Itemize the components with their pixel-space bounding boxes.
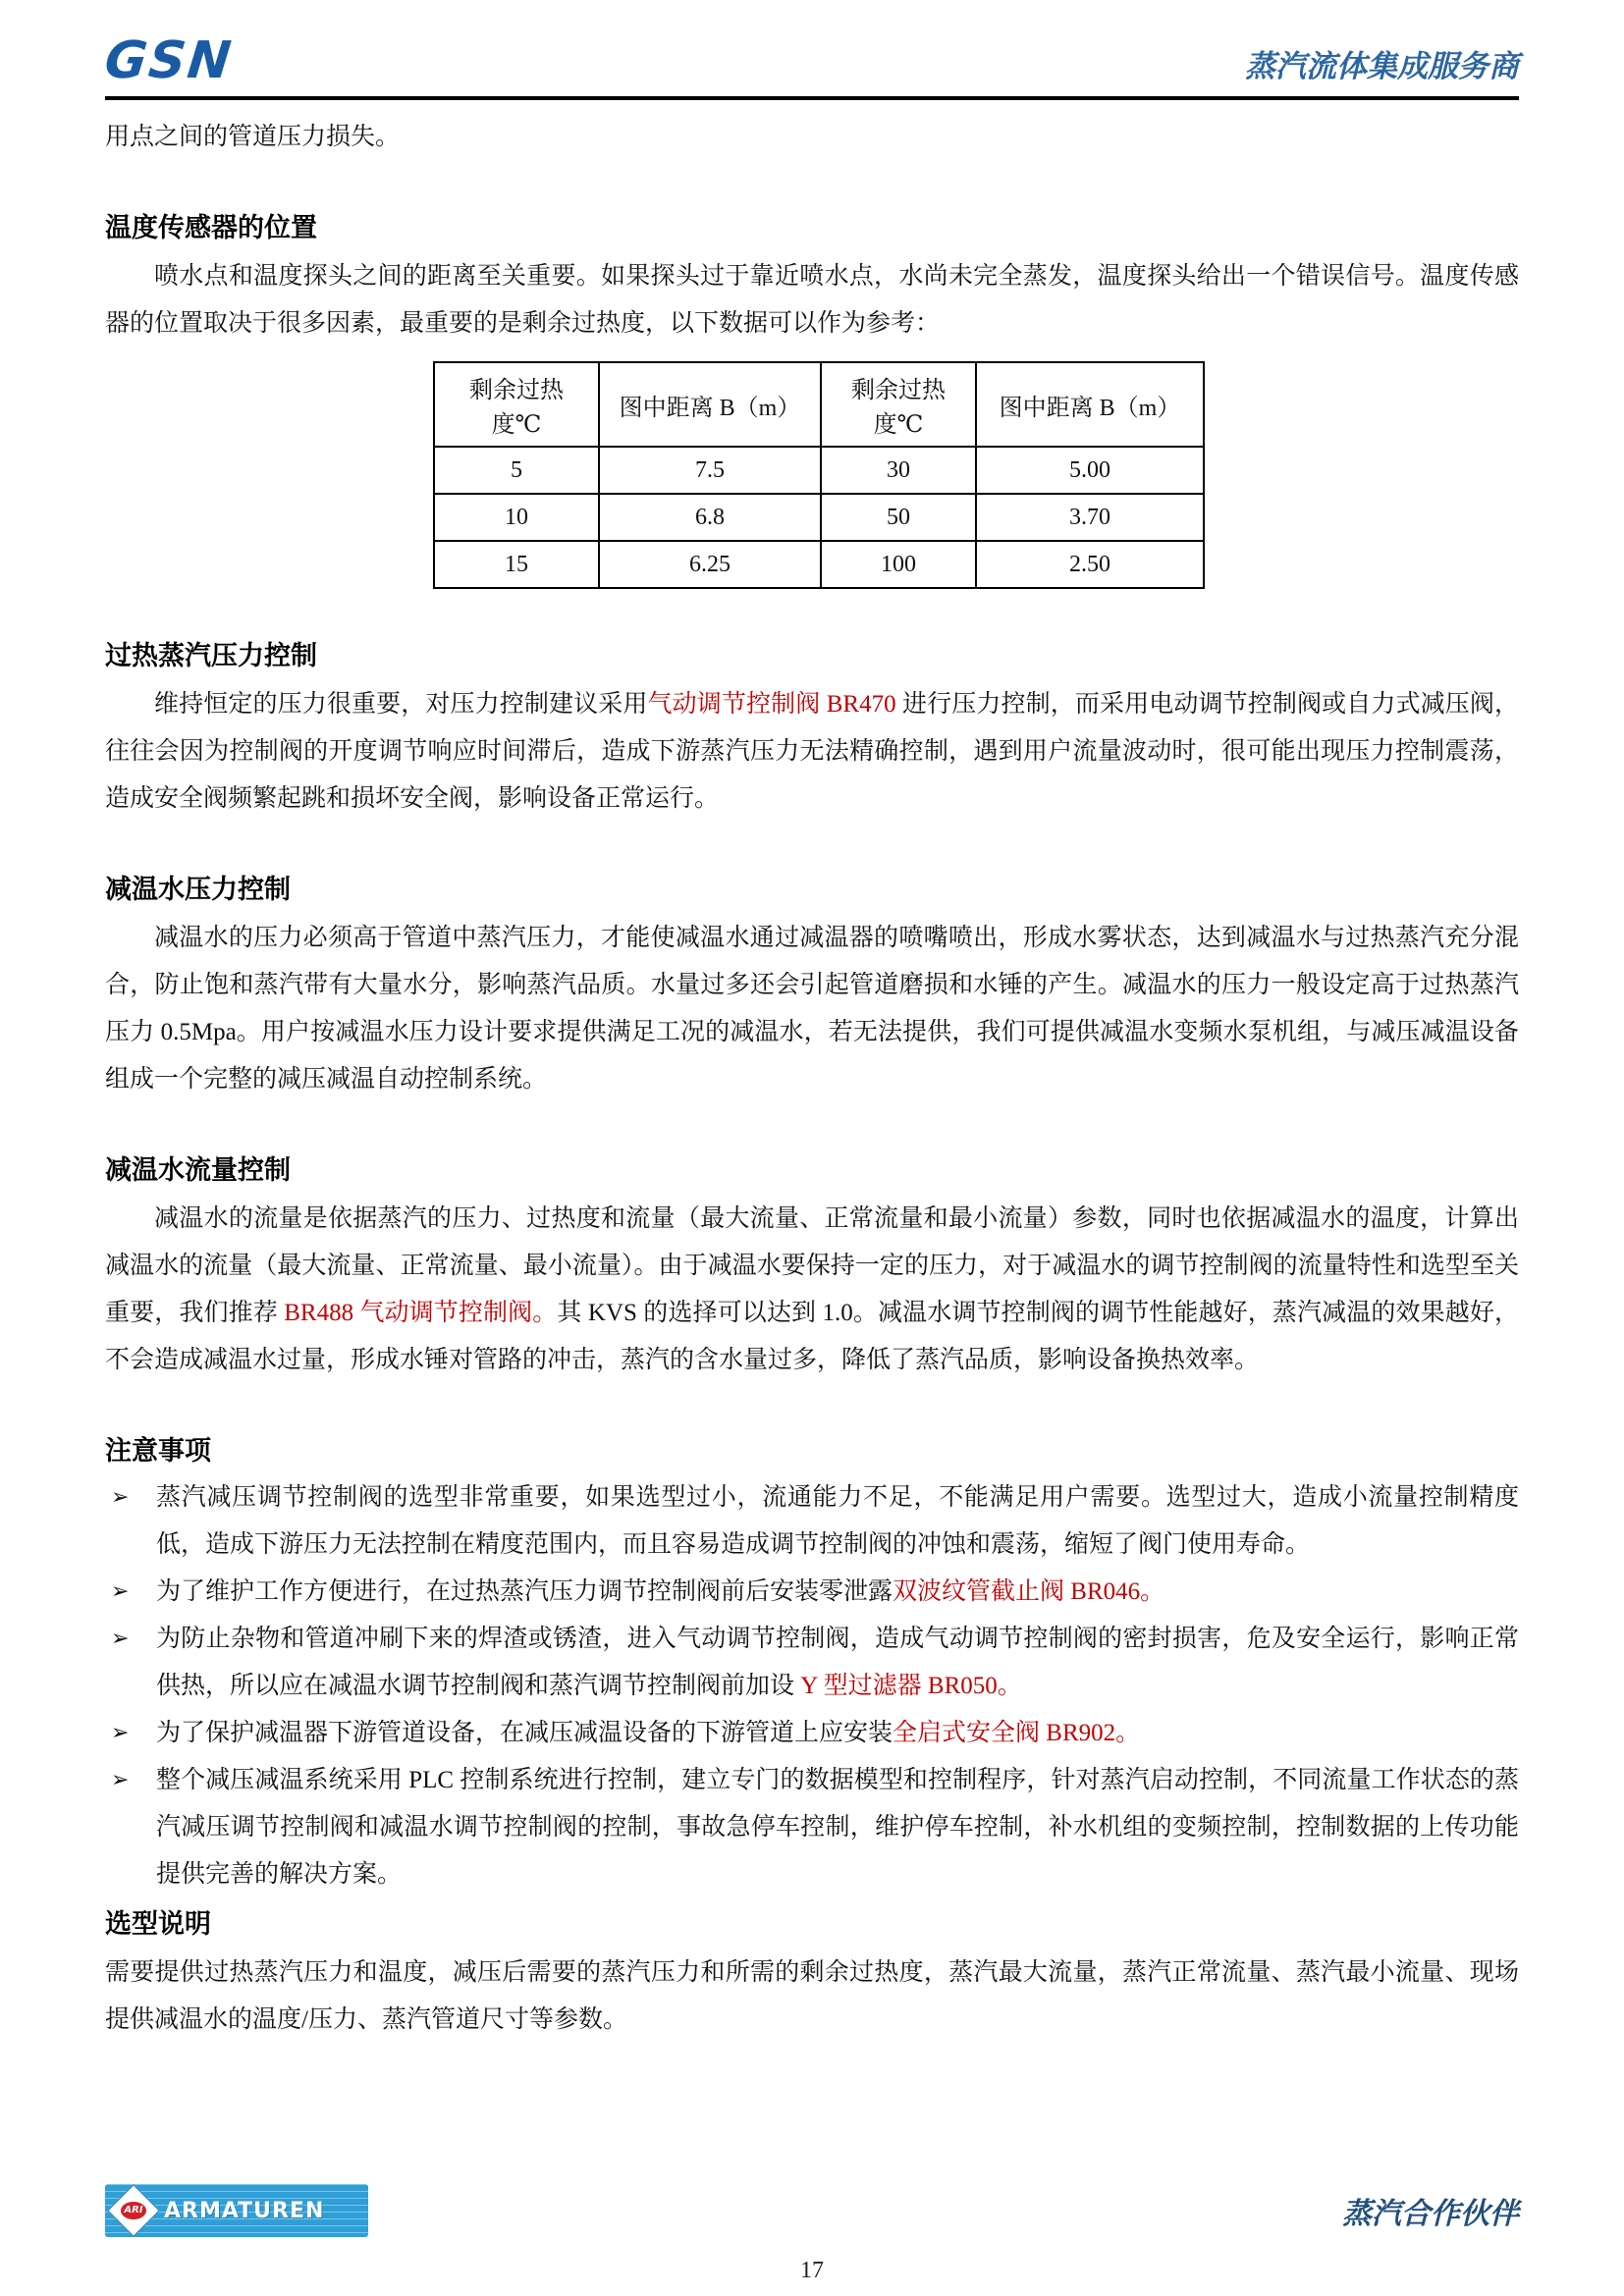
header-divider <box>105 96 1519 100</box>
ari-mark-text: ARI <box>124 2205 143 2216</box>
footer-partner-text: 蒸汽合作伙伴 <box>1342 2198 1519 2230</box>
list-item <box>105 1616 1519 1710</box>
list-item <box>105 1710 1519 1757</box>
table-cell: 30 <box>821 447 976 494</box>
bullet-arrow-icon: ➢ <box>111 1721 130 1745</box>
table-header-cell: 剩余过热度℃ <box>434 362 599 447</box>
table-row <box>434 447 1204 494</box>
temp-sensor-paragraph: 喷水点和温度探头之间的距离至关重要。如果探头过于靠近喷水点，水尚未完全蒸发，温度探头给出一个错误信号。温度传感器的位置取决于很多因素，最重要的是剩余过热度，以下数据可以作为参考： <box>105 263 1519 337</box>
paragraph-text: 进行压力控制，而采用电动调节控制阀或自力式减压阀，往往会因为控制阀的开度调节响应时间滞后，造成下游蒸汽压力无法精确控制，遇到用户流量波动时，很可能出现压力控制震荡，造成安全阀频繁起跳和损坏安全阀，影响设备正常运行。 <box>105 691 1519 812</box>
table-row <box>434 494 1204 541</box>
bullet-arrow-icon: ➢ <box>111 1485 130 1510</box>
highlighted-product-text: 气动调节控制阀 BR470 <box>647 691 896 718</box>
paragraph-text: 减温水的流量是依据蒸汽的压力、过热度和流量（最大流量、正常流量和最小流量）参数，同时也依据减温水的温度，计算出减温水的流量（最大流量、正常流量、最小流量）。由于减温水要保持一定的压力，对于减温水的调节控制阀的流量特性和选型至关重要，我们推荐 <box>105 1205 1519 1326</box>
highlighted-product-text: BR488 气动调节控制阀。 <box>284 1300 558 1326</box>
paragraph-text: 其 KVS 的选择可以达到 1.0。减温水调节控制阀的调节性能越好，蒸汽减温的效果越好，不会造成减温水过量，形成水锤对管路的冲击，蒸汽的含水量过多，降低了蒸汽品质，影响设备换热效率。 <box>105 1300 1519 1373</box>
page-footer <box>105 2182 1519 2239</box>
notes-bullet-list <box>105 1474 1519 1898</box>
table-cell: 2.50 <box>976 541 1204 588</box>
table-cell: 10 <box>434 494 599 541</box>
intro-paragraph: 用点之间的管道压力损失。 <box>105 124 401 150</box>
water-flow-paragraph <box>105 1196 1519 1384</box>
section-heading-selection: 选型说明 <box>105 1909 211 1940</box>
ari-armaturen-logo <box>105 2184 368 2237</box>
page-number: 17 <box>800 2258 824 2283</box>
bullet-text: 蒸汽减压调节控制阀的选型非常重要，如果选型过小，流通能力不足，不能满足用户需要。选型过大，造成小流量控制精度低，造成下游压力无法控制在精度范围内，而且容易造成调节控制阀的冲蚀和震荡，缩短了阀门使用寿命。 <box>156 1484 1519 1558</box>
ari-logo-text: ARMATUREN <box>164 2198 325 2223</box>
page-header <box>101 0 1519 90</box>
section-heading-water-flow: 减温水流量控制 <box>105 1155 291 1186</box>
bullet-arrow-icon: ➢ <box>111 1768 130 1792</box>
bullet-arrow-icon: ➢ <box>111 1579 130 1604</box>
section-heading-water-pressure: 减温水压力控制 <box>105 875 291 905</box>
table-cell: 50 <box>821 494 976 541</box>
table-cell: 6.25 <box>599 541 821 588</box>
bullet-text: 为了保护减温器下游管道设备，在减压减温设备的下游管道上应安装 <box>156 1720 893 1746</box>
section-heading-temp-sensor: 温度传感器的位置 <box>105 213 317 243</box>
steam-pressure-paragraph <box>105 681 1519 823</box>
bullet-arrow-icon: ➢ <box>111 1627 130 1651</box>
table-header-cell: 图中距离 B（m） <box>599 362 821 447</box>
list-item <box>105 1757 1519 1898</box>
section-heading-notes: 注意事项 <box>105 1436 211 1467</box>
ari-mark-icon <box>121 2202 146 2219</box>
table-cell: 100 <box>821 541 976 588</box>
table-cell: 5.00 <box>976 447 1204 494</box>
table-header-cell: 图中距离 B（m） <box>976 362 1204 447</box>
table-cell: 15 <box>434 541 599 588</box>
list-item <box>105 1569 1519 1616</box>
water-pressure-paragraph: 减温水的压力必须高于管道中蒸汽压力，才能使减温水通过减温器的喷嘴喷出，形成水雾状态，达到减温水与过热蒸汽充分混合，防止饱和蒸汽带有大量水分，影响蒸汽品质。水量过多还会引起管道磨损和水锤的产生。减温水的压力一般设定高于过热蒸汽压力 0.5Mpa。用户按减温水压力设计要求提供满足工况的减温水，若无法提供，我们可提供减温水变频水泵机组，与减压减温设备组成一个完整的减压减温自动控制系统。 <box>105 925 1519 1093</box>
highlighted-product-text: 全启式安全阀 BR902。 <box>893 1720 1141 1746</box>
section-heading-steam-pressure: 过热蒸汽压力控制 <box>105 641 317 671</box>
table-header-cell: 剩余过热度℃ <box>821 362 976 447</box>
ari-diamond-icon <box>107 2184 160 2237</box>
table-header-row <box>434 362 1204 447</box>
table-row <box>434 541 1204 588</box>
bullet-text: 为防止杂物和管道冲刷下来的焊渣或锈渣，进入气动调节控制阀，造成气动调节控制阀的密封损害，危及安全运行，影响正常供热，所以应在减温水调节控制阀和蒸汽调节控制阀前加设 <box>156 1626 1519 1699</box>
highlighted-product-text: Y 型过滤器 BR050。 <box>800 1673 1022 1699</box>
list-item <box>105 1474 1519 1569</box>
paragraph-text: 维持恒定的压力很重要，对压力控制建议采用 <box>154 691 648 718</box>
table-cell: 7.5 <box>599 447 821 494</box>
bullet-text: 整个减压减温系统采用 PLC 控制系统进行控制，建立专门的数据模型和控制程序，针对蒸汽启动控制，不同流量工作状态的蒸汽减压调节控制阀和减温水调节控制阀的控制，事故急停车控制，维护停车控制，补水机组的变频控制，控制数据的上传功能提供完善的解决方案。 <box>156 1767 1519 1888</box>
table-cell: 6.8 <box>599 494 821 541</box>
table-cell: 3.70 <box>976 494 1204 541</box>
header-tagline: 蒸汽流体集成服务商 <box>1245 49 1519 83</box>
table-cell: 5 <box>434 447 599 494</box>
bullet-text: 为了维护工作方便进行，在过热蒸汽压力调节控制阀前后安装零泄露 <box>156 1578 893 1605</box>
superheat-distance-table <box>433 361 1205 589</box>
selection-paragraph: 需要提供过热蒸汽压力和温度，减压后需要的蒸汽压力和所需的剩余过热度，蒸汽最大流量，蒸汽正常流量、蒸汽最小流量、现场提供减温水的温度/压力、蒸汽管道尺寸等参数。 <box>105 1959 1519 2033</box>
highlighted-product-text: 双波纹管截止阀 BR046。 <box>893 1578 1165 1605</box>
gsn-logo: GSN <box>101 31 236 90</box>
